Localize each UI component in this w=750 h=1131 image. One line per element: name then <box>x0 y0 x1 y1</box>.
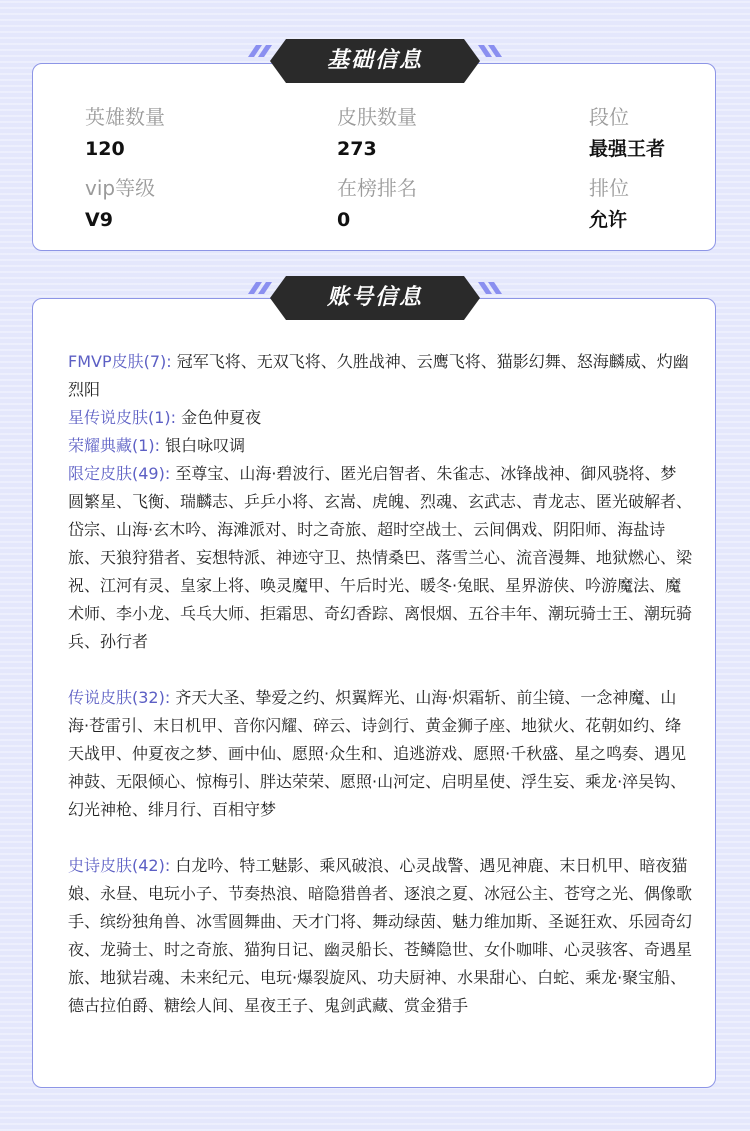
stat-label: 排位 <box>589 176 629 200</box>
stat-value: 120 <box>85 138 125 160</box>
skin-category-glory-collection <box>68 432 692 460</box>
stat-label: vip等级 <box>85 176 156 200</box>
stat-value: V9 <box>85 209 113 231</box>
category-label: 星传说皮肤(1): <box>68 408 177 427</box>
section-banner-basic <box>246 37 504 87</box>
section-title: 基础信息 <box>326 48 423 73</box>
stat-label: 皮肤数量 <box>337 105 417 129</box>
stat-skin-count <box>337 104 417 162</box>
stat-label: 在榜排名 <box>337 176 417 200</box>
category-items: 金色仲夏夜 <box>181 408 262 427</box>
stat-value: 允许 <box>589 209 628 231</box>
category-label: 传说皮肤(32): <box>68 688 171 707</box>
stat-label: 段位 <box>589 105 629 129</box>
skin-category-epic <box>68 852 692 1020</box>
stat-leaderboard-rank <box>337 175 417 233</box>
skin-category-fmvp <box>68 348 692 404</box>
section-banner-account <box>246 274 504 324</box>
stat-rank-tier <box>589 104 665 162</box>
stat-value: 273 <box>337 138 377 160</box>
stat-ranked-allowed <box>589 175 629 233</box>
category-label: FMVP皮肤(7): <box>68 352 172 371</box>
category-label: 限定皮肤(49): <box>68 464 171 483</box>
stat-value: 0 <box>337 209 351 231</box>
section-title: 账号信息 <box>326 285 423 310</box>
stat-hero-count <box>85 104 165 162</box>
category-items: 至尊宝、山海·碧波行、匿光启智者、朱雀志、冰锋战神、御风骁将、梦圆繁星、飞衡、瑞麟志、乒乒小将、玄嵩、虎魄、烈魂、玄武志、青龙志、匿光破解者、岱宗、山海·玄木吟、海滩派对、时之奇旅、超时空战士、云间偶戏、阴阳师、海盐诗旅、天狼狩猎者、妄想特派、神迹守卫、热情桑巴、落雪兰心、流音漫舞、地狱燃心、梁祝、江河有灵、皇家上将、唤灵魔甲、午后时光、暖冬·兔眠、星界游侠、吟游魔法、魔术师、李小龙、乓乓大师、拒霜思、奇幻香踪、离恨烟、五谷丰年、潮玩骑士王、潮玩骑兵、孙行者 <box>68 464 693 651</box>
account-info-card <box>32 298 716 1088</box>
category-label: 荣耀典藏(1): <box>68 436 161 455</box>
stat-value: 最强王者 <box>589 138 666 160</box>
skin-list <box>68 348 692 1020</box>
category-items: 银白咏叹调 <box>165 436 246 455</box>
stat-vip-level <box>85 175 155 233</box>
category-items: 冠军飞将、无双飞将、久胜战神、云鹰飞将、猫影幻舞、怒海麟威、灼幽烈阳 <box>68 352 689 399</box>
skin-category-star-legend <box>68 404 692 432</box>
skin-category-legend <box>68 684 692 824</box>
skin-category-limited <box>68 460 692 656</box>
category-items: 白龙吟、特工魅影、乘风破浪、心灵战警、遇见神鹿、末日机甲、暗夜猫娘、永昼、电玩小子、节奏热浪、暗隐猎兽者、逐浪之夏、冰冠公主、苍穹之光、偶像歌手、缤纷独角兽、冰雪圆舞曲、天才门将、舞动绿茵、魅力维加斯、圣诞狂欢、乐园奇幻夜、龙骑士、时之奇旅、猫狗日记、幽灵船长、苍鳞隐世、女仆咖啡、心灵骇客、奇遇星旅、地狱岩魂、未来纪元、电玩·爆裂旋风、功夫厨神、水果甜心、白蛇、乘龙·聚宝船、德古拉伯爵、糖绘人间、星夜王子、鬼剑武藏、赏金猎手 <box>68 856 693 1015</box>
category-label: 史诗皮肤(42): <box>68 856 171 875</box>
category-items: 齐天大圣、挚爱之约、炽翼辉光、山海·炽霜斩、前尘镜、一念神魔、山海·苍雷引、末日机甲、音你闪耀、碎云、诗剑行、黄金狮子座、地狱火、花朝如约、绛天战甲、仲夏夜之梦、画中仙、愿照·众生和、追逃游戏、愿照·千秋盛、星之鸣奏、遇见神鼓、无限倾心、惊梅引、胖达荣荣、愿照·山河定、启明星使、浮生妄、乘龙·淬吴钩、幻光神枪、绯月行、百相守梦 <box>68 688 687 819</box>
stat-label: 英雄数量 <box>85 105 165 129</box>
basic-info-card <box>32 63 716 251</box>
